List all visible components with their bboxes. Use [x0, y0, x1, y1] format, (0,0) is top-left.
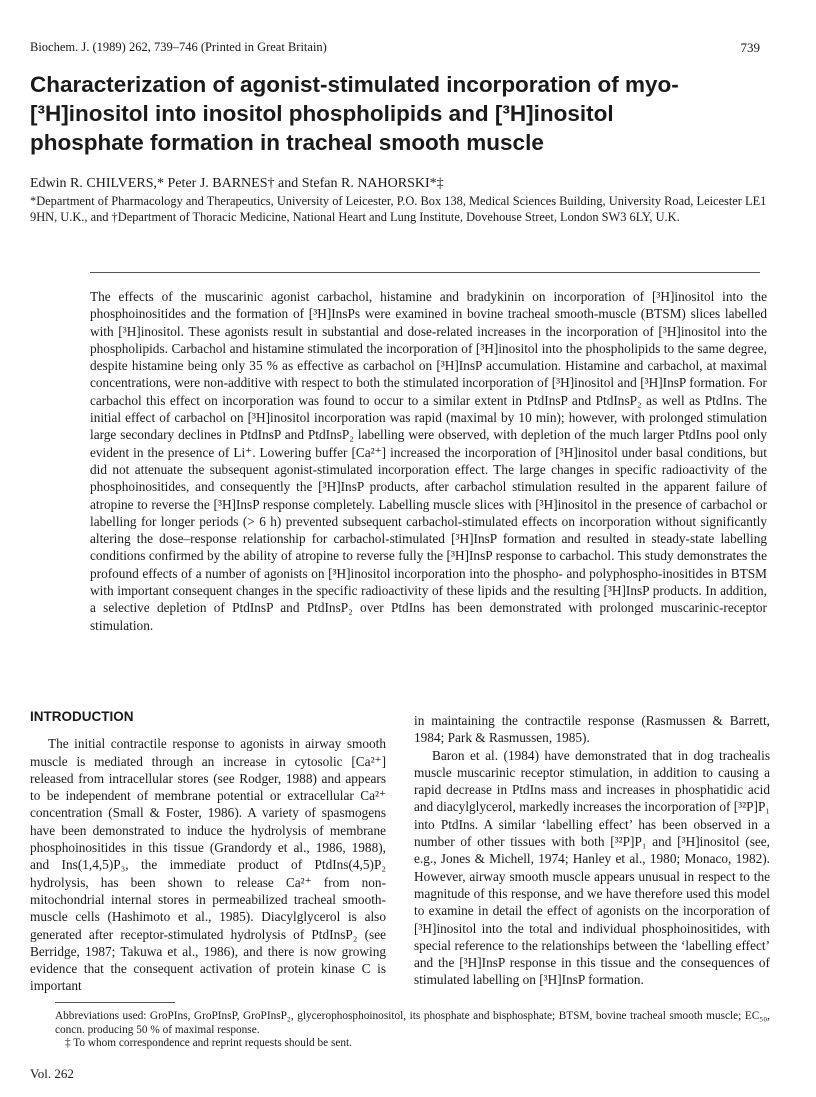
abstract-divider	[90, 272, 760, 273]
article-title: Characterization of agonist-stimulated incorporation of myo-[³H]inositol into inositol phospholipids and [³H]inositol phosphate formation in tracheal smooth muscle	[30, 72, 679, 155]
intro-paragraph-2: Baron et al. (1984) have demonstrated that in dog trachealis muscle muscarinic receptor stimulation, in addition to causing a rapid decrease in PtdIns mass and increases in phosphatidic acid and diacylglycerol, markedly increases the incorporation of [³²P]P₁ into PtdIns. A similar ‘labelling effect’ has been observed in a number of other tissues with both [³²P]P₁ and [³H]inositol (see, e.g., Jones & Michell, 1974; Hanley et al., 1980; Monaco, 1982). However, airway smooth muscle appears unusual in respect to the magnitude of this response, and we have therefore used this model to examine in detail the effect of agonists on the incorporation of [³H]inositol into the total and individual phosphoinositides, with special reference to the relationships between the ‘labelling effect’ and the [³H]InsP response in this tissue and the consequences of stimulated labelling on [³H]InsP formation.	[414, 747, 770, 988]
footnote-abbreviations: Abbreviations used: GroPIns, GroPInsP, GroPInsP₂, glycerophosphoinositol, its phosphate and bisphosphate; BTSM, bovine tracheal smooth muscle; EC₅₀, concn. producing 50 % of maximal response.	[55, 1010, 770, 1036]
intro-paragraph-1: The initial contractile response to agonists in airway smooth muscle is mediated through an increase in cytosolic [Ca²⁺] released from intracellular stores (see Rodger, 1988) and appears to be independent of membrane potential or extracellular Ca²⁺ concentration (Small & Foster, 1986). A variety of spasmogens have been demonstrated to induce the hydrolysis of membrane phosphoinositides in this tissue (Grandordy et al., 1986, 1988), and Ins(1,4,5)P₃, the immediate product of PtdIns(4,5)P₂ hydrolysis, has been shown to release Ca²⁺ from non-mitochondrial internal stores in permeabilized tracheal smooth-muscle cells (Hashimoto et al., 1985). Diacylglycerol is also generated after receptor-stimulated hydrolysis of PtdInsP₂ (see Berridge, 1987; Takuwa et al., 1986), and there is now growing evidence that the consequent activation of protein kinase C is important	[30, 736, 386, 994]
section-heading-introduction: INTRODUCTION	[30, 709, 134, 724]
right-column	[414, 712, 770, 989]
affiliations: *Department of Pharmacology and Therapeutics, University of Leicester, P.O. Box 138, Medical Sciences Building, University Road, Leicester LE1 9HN, U.K., and †Department of Thoracic Medicine, National Heart and Lung Institute, Dovehouse Street, London SW3 6LY, U.K.	[30, 194, 767, 224]
footnotes	[55, 1010, 770, 1051]
volume-label: Vol. 262	[30, 1066, 74, 1081]
footnote-divider	[55, 1002, 175, 1003]
left-column	[30, 708, 386, 995]
intro-paragraph-1-continued: in maintaining the contractile response (Rasmussen & Barrett, 1984; Park & Rasmussen, 1985).	[414, 713, 770, 746]
footnote-correspondence: ‡ To whom correspondence and reprint requests should be sent.	[65, 1037, 353, 1049]
author-list: Edwin R. CHILVERS,* Peter J. BARNES† and Stefan R. NAHORSKI*‡	[30, 176, 444, 191]
running-head: Biochem. J. (1989) 262, 739–746 (Printed in Great Britain)	[30, 40, 327, 54]
page-number: 739	[740, 40, 760, 55]
abstract: The effects of the muscarinic agonist carbachol, histamine and bradykinin on incorporation of [³H]inositol into the phosphoinositides and the formation of [³H]InsPs were examined in bovine tracheal smooth-muscle (BTSM) slices labelled with [³H]inositol. These agonists result in substantial and dose-related increases in the incorporation of [³H]inositol into the phospholipids. Carbachol and histamine stimulated the incorporation of [³H]inositol into the phospholipids to the same degree, despite histamine being only 35 % as effective as carbachol on [³H]InsP accumulation. Histamine and carbachol, at maximal concentrations, were non-additive with respect to both the stimulated incorporation of [³H]inositol and [³H]InsP formation. For carbachol this effect on incorporation was found to occur to a similar extent in PtdInsP and PtdInsP₂ as well as PtdIns. The initial effect of carbachol on [³H]inositol incorporation was rapid (maximal by 10 min); however, with prolonged stimulation large secondary declines in PtdInsP and PtdInsP₂ labelling were observed, with depletion of the much larger PtdIns pool only evident in the presence of Li⁺. Lowering buffer [Ca²⁺] increased the incorporation of [³H]inositol under basal conditions, but did not attenuate the subsequent agonist-stimulated incorporation effect. The large changes in specific radioactivity of the phosphoinositides, and consequently the [³H]InsP products, after carbachol stimulation resulted in the apparent failure of atropine to reverse the [³H]InsP response completely. Labelling muscle slices with [³H]inositol in the presence of carbachol or labelling for longer periods (> 6 h) prevented subsequent carbachol-stimulated effects on incorporation without significantly altering the dose–response relationship for carbachol-stimulated [³H]InsP formation and resulted in steady-state labelling conditions confirmed by the ability of atropine to reverse fully the [³H]InsP response to carbachol. This study demonstrates the profound effects of a number of agonists on [³H]inositol incorporation into the phospho- and polyphospho-inositides in BTSM with important consequent changes in the specific radioactivity of these lipids and the resulting [³H]InsP products. In addition, a selective depletion of PtdInsP and PtdInsP₂ over PtdIns has been demonstrated with prolonged muscarinic-receptor stimulation.	[90, 289, 767, 633]
